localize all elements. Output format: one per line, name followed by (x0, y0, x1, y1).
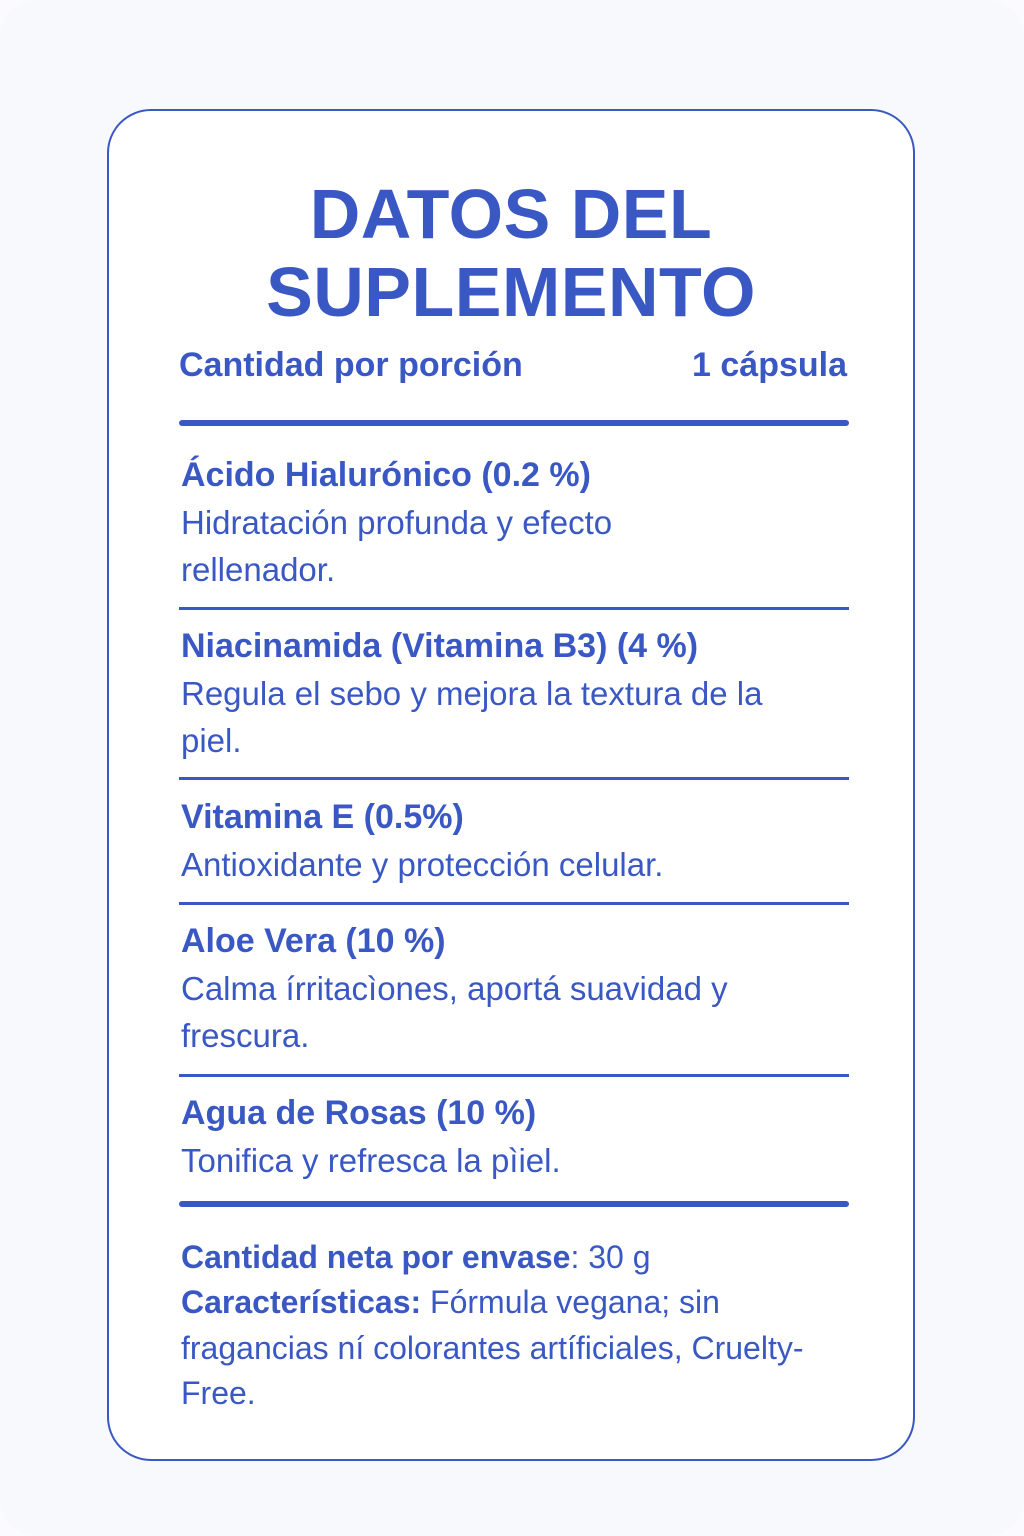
ingredient-item (181, 455, 841, 594)
ingredient-item (181, 797, 841, 889)
divider (179, 607, 849, 610)
label-title-line-1: DATOS DEL (309, 175, 713, 253)
features-label: Características: (181, 1284, 422, 1321)
serving-size-value: 1 cápsula (692, 346, 847, 384)
ingredient-description: Antioxidante y protección celular. (181, 845, 664, 883)
label-footer (181, 1235, 841, 1417)
divider (179, 1074, 849, 1077)
divider (179, 777, 849, 780)
supplement-facts-label (107, 109, 915, 1461)
ingredient-name: Vitamina E (0.5%) (181, 798, 464, 836)
divider (179, 902, 849, 905)
thick-divider-bottom (179, 1201, 849, 1207)
serving-size-label: Cantidad por porción (179, 346, 523, 384)
ingredient-item (181, 1093, 841, 1185)
ingredient-name: Niacinamida (Vitamina B3) (4 %) (181, 627, 699, 665)
ingredient-description: Tonifica y refresca la pìiel. (181, 1141, 561, 1179)
ingredient-name: Ácido Hialurónico (0.2 %) (181, 456, 591, 494)
net-quantity-line (181, 1235, 841, 1280)
net-quantity-label: Cantidad neta por envase (181, 1239, 571, 1275)
ingredient-name: Aloe Vera (10 %) (181, 922, 446, 960)
net-quantity-value: : 30 g (570, 1239, 651, 1275)
features-line (181, 1280, 841, 1416)
ingredient-name: Agua de Rosas (10 %) (181, 1094, 537, 1132)
ingredient-item (181, 626, 841, 765)
serving-size-row (179, 345, 847, 386)
thick-divider-top (179, 420, 849, 426)
ingredient-item (181, 921, 841, 1060)
ingredient-description: Hidratación profunda y efecto rellenador. (181, 503, 613, 588)
label-title-line-2: SUPLEMENTO (266, 253, 756, 331)
features-value: Fórmula vegana; sin fragancias ní colorantes artíficiales, Cruelty-Free. (181, 1284, 804, 1412)
ingredient-description: Regula el sebo y mejora la textura de la piel. (181, 674, 763, 759)
ingredient-description: Calma írritacìones, aportá suavidad y frescura. (181, 969, 728, 1054)
